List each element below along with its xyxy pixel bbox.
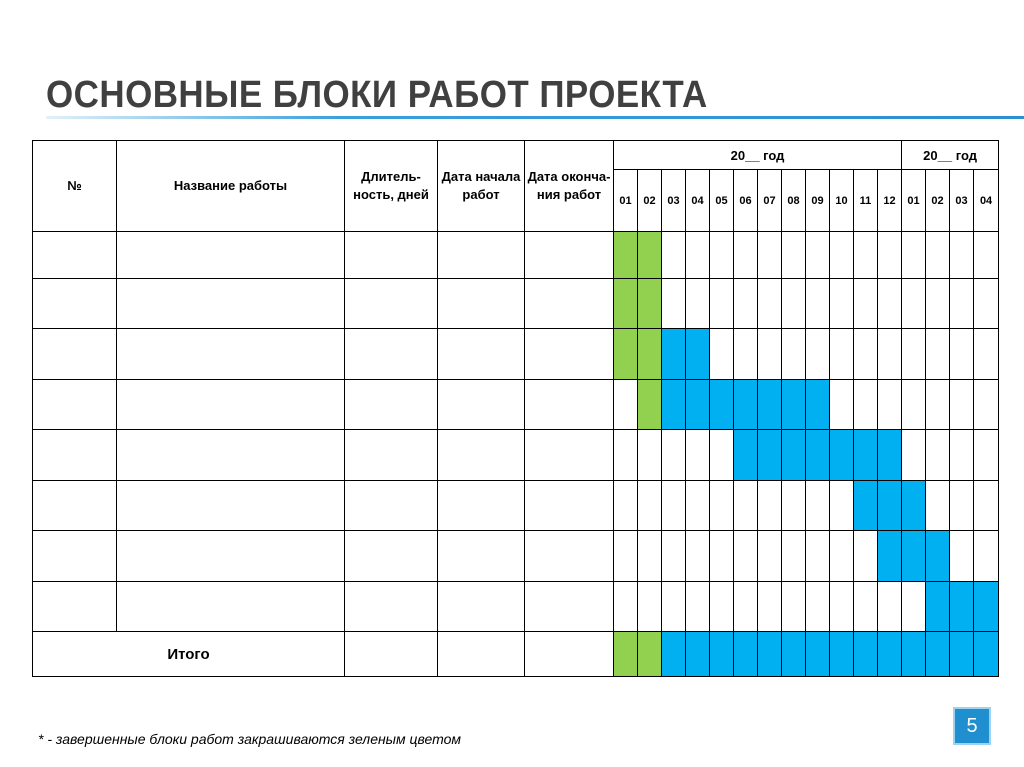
header-end-date: Дата оконча-ния работ — [525, 141, 614, 232]
gantt-cell — [902, 278, 926, 329]
gantt-cell — [686, 531, 710, 582]
gantt-cell — [662, 232, 686, 279]
header-month: 07 — [758, 170, 782, 232]
gantt-cell-planned — [686, 379, 710, 430]
gantt-cell-completed — [638, 632, 662, 677]
gantt-cell — [926, 278, 950, 329]
title-underline — [46, 116, 1024, 119]
task-name-cell[interactable] — [117, 379, 345, 430]
gantt-cell-planned — [686, 632, 710, 677]
number-cell[interactable] — [33, 232, 117, 279]
header-month: 02 — [926, 170, 950, 232]
gantt-cell-planned — [830, 632, 854, 677]
header-month: 08 — [782, 170, 806, 232]
gantt-cell — [950, 278, 974, 329]
task-name-cell[interactable] — [117, 329, 345, 380]
gantt-cell — [878, 232, 902, 279]
gantt-cell-planned — [926, 581, 950, 632]
gantt-cell — [902, 430, 926, 481]
gantt-cell-planned — [758, 379, 782, 430]
gantt-cell — [758, 232, 782, 279]
gantt-cell — [662, 278, 686, 329]
gantt-cell — [758, 329, 782, 380]
gantt-cell-planned — [734, 632, 758, 677]
header-duration: Длитель-ность, дней — [345, 141, 438, 232]
gantt-cell — [974, 430, 999, 481]
table-row — [33, 531, 999, 582]
duration-cell[interactable] — [345, 581, 438, 632]
gantt-cell-planned — [734, 430, 758, 481]
gantt-cell-planned — [758, 430, 782, 481]
gantt-cell — [686, 430, 710, 481]
gantt-cell — [974, 278, 999, 329]
gantt-cell-planned — [878, 480, 902, 531]
gantt-cell — [734, 278, 758, 329]
gantt-cell-planned — [710, 632, 734, 677]
gantt-cell — [830, 531, 854, 582]
gantt-cell — [974, 531, 999, 582]
gantt-cell — [806, 581, 830, 632]
gantt-table — [32, 140, 999, 677]
gantt-cell-completed — [638, 329, 662, 380]
gantt-cell-planned — [734, 379, 758, 430]
gantt-cell — [662, 430, 686, 481]
gantt-cell-completed — [638, 278, 662, 329]
header-year-1: 20__ год — [614, 141, 902, 170]
table-row — [33, 581, 999, 632]
gantt-cell — [974, 232, 999, 279]
gantt-cell — [782, 480, 806, 531]
gantt-cell — [926, 329, 950, 380]
gantt-cell-planned — [878, 531, 902, 582]
gantt-cell-planned — [902, 480, 926, 531]
gantt-cell — [926, 232, 950, 279]
number-cell[interactable] — [33, 329, 117, 380]
gantt-cell — [758, 480, 782, 531]
gantt-cell-planned — [782, 430, 806, 481]
table-row — [33, 329, 999, 380]
total-row — [33, 632, 999, 677]
header-start-date: Дата начала работ — [438, 141, 525, 232]
header-month: 03 — [662, 170, 686, 232]
gantt-cell — [830, 379, 854, 430]
start-date-cell[interactable] — [438, 531, 525, 582]
gantt-cell — [806, 232, 830, 279]
gantt-cell — [926, 480, 950, 531]
gantt-cell — [974, 379, 999, 430]
gantt-cell — [662, 581, 686, 632]
gantt-cell — [710, 329, 734, 380]
header-month: 01 — [902, 170, 926, 232]
header-number: № — [33, 141, 117, 232]
gantt-cell-completed — [638, 379, 662, 430]
gantt-cell-completed — [614, 632, 638, 677]
table-row — [33, 232, 999, 279]
number-cell[interactable] — [33, 278, 117, 329]
duration-cell[interactable] — [345, 232, 438, 279]
slide-title: ОСНОВНЫЕ БЛОКИ РАБОТ ПРОЕКТА — [46, 74, 708, 116]
gantt-cell-planned — [782, 632, 806, 677]
duration-cell[interactable] — [345, 531, 438, 582]
gantt-cell-planned — [878, 632, 902, 677]
gantt-cell-planned — [926, 531, 950, 582]
table-row — [33, 480, 999, 531]
end-date-cell[interactable] — [525, 232, 614, 279]
gantt-cell — [950, 329, 974, 380]
gantt-cell — [614, 480, 638, 531]
gantt-cell-planned — [782, 379, 806, 430]
end-date-cell[interactable] — [525, 430, 614, 481]
gantt-cell — [686, 581, 710, 632]
gantt-cell-planned — [806, 379, 830, 430]
number-cell[interactable] — [33, 531, 117, 582]
gantt-cell — [782, 232, 806, 279]
header-month: 12 — [878, 170, 902, 232]
gantt-cell-planned — [974, 632, 999, 677]
header-month: 01 — [614, 170, 638, 232]
gantt-cell — [734, 329, 758, 380]
gantt-cell — [806, 278, 830, 329]
duration-cell[interactable] — [345, 430, 438, 481]
gantt-cell-planned — [854, 632, 878, 677]
start-date-cell[interactable] — [438, 581, 525, 632]
gantt-cell — [782, 278, 806, 329]
number-cell[interactable] — [33, 581, 117, 632]
gantt-cell — [878, 379, 902, 430]
gantt-cell — [950, 480, 974, 531]
gantt-cell-planned — [878, 430, 902, 481]
end-date-cell[interactable] — [525, 329, 614, 380]
end-date-cell[interactable] — [525, 581, 614, 632]
duration-cell[interactable] — [345, 480, 438, 531]
table-row — [33, 430, 999, 481]
gantt-cell-planned — [806, 632, 830, 677]
gantt-cell — [902, 329, 926, 380]
header-month: 05 — [710, 170, 734, 232]
gantt-cell — [854, 278, 878, 329]
task-name-cell[interactable] — [117, 581, 345, 632]
gantt-cell — [614, 581, 638, 632]
gantt-cell — [662, 480, 686, 531]
gantt-cell — [710, 278, 734, 329]
gantt-cell — [830, 581, 854, 632]
gantt-cell — [734, 232, 758, 279]
page-number-badge: 5 — [953, 707, 991, 745]
gantt-cell — [806, 531, 830, 582]
gantt-cell — [638, 480, 662, 531]
gantt-cell — [830, 232, 854, 279]
end-date-cell[interactable] — [525, 531, 614, 582]
gantt-cell — [710, 531, 734, 582]
header-month: 09 — [806, 170, 830, 232]
gantt-cell — [854, 531, 878, 582]
start-date-cell[interactable] — [438, 480, 525, 531]
gantt-cell — [926, 379, 950, 430]
gantt-cell — [830, 480, 854, 531]
gantt-cell — [758, 278, 782, 329]
gantt-cell-planned — [854, 430, 878, 481]
gantt-cell — [638, 531, 662, 582]
header-year-2: 20__ год — [902, 141, 999, 170]
gantt-cell — [782, 531, 806, 582]
gantt-cell-planned — [974, 581, 999, 632]
gantt-cell-planned — [854, 480, 878, 531]
gantt-cell — [734, 480, 758, 531]
gantt-cell-planned — [662, 632, 686, 677]
gantt-cell-planned — [686, 329, 710, 380]
gantt-cell — [710, 430, 734, 481]
header-month: 10 — [830, 170, 854, 232]
gantt-cell — [974, 480, 999, 531]
gantt-cell — [734, 531, 758, 582]
gantt-cell — [614, 430, 638, 481]
total-end-cell[interactable] — [525, 632, 614, 677]
task-name-cell[interactable] — [117, 278, 345, 329]
gantt-cell-completed — [614, 232, 638, 279]
gantt-cell — [950, 531, 974, 582]
gantt-cell — [878, 581, 902, 632]
start-date-cell[interactable] — [438, 379, 525, 430]
gantt-cell — [974, 329, 999, 380]
total-label: Итого — [33, 632, 345, 677]
gantt-cell — [638, 581, 662, 632]
end-date-cell[interactable] — [525, 480, 614, 531]
number-cell[interactable] — [33, 430, 117, 481]
task-name-cell[interactable] — [117, 430, 345, 481]
gantt-cell-planned — [710, 379, 734, 430]
gantt-cell — [686, 278, 710, 329]
gantt-cell-planned — [950, 581, 974, 632]
start-date-cell[interactable] — [438, 232, 525, 279]
header-task-name: Название работы — [117, 141, 345, 232]
gantt-cell — [638, 430, 662, 481]
gantt-cell — [830, 278, 854, 329]
gantt-cell — [782, 329, 806, 380]
header-month: 02 — [638, 170, 662, 232]
start-date-cell[interactable] — [438, 329, 525, 380]
header-month: 04 — [686, 170, 710, 232]
gantt-cell — [878, 329, 902, 380]
gantt-cell — [902, 379, 926, 430]
gantt-cell — [782, 581, 806, 632]
gantt-cell — [758, 531, 782, 582]
gantt-cell — [950, 430, 974, 481]
header-month: 04 — [974, 170, 999, 232]
gantt-cell — [806, 480, 830, 531]
gantt-cell — [662, 531, 686, 582]
task-name-cell[interactable] — [117, 232, 345, 279]
header-month: 06 — [734, 170, 758, 232]
gantt-cell — [902, 581, 926, 632]
header-month: 03 — [950, 170, 974, 232]
gantt-cell-completed — [614, 329, 638, 380]
number-cell[interactable] — [33, 379, 117, 430]
gantt-cell — [950, 232, 974, 279]
footnote: * - завершенные блоки работ закрашиваются зеленым цветом — [38, 731, 461, 747]
start-date-cell[interactable] — [438, 278, 525, 329]
header-month: 11 — [854, 170, 878, 232]
gantt-cell — [614, 531, 638, 582]
gantt-cell — [854, 581, 878, 632]
total-duration-cell[interactable] — [345, 632, 438, 677]
gantt-cell — [878, 278, 902, 329]
gantt-cell-planned — [902, 531, 926, 582]
table-row — [33, 278, 999, 329]
gantt-cell-planned — [950, 632, 974, 677]
gantt-cell — [806, 329, 830, 380]
gantt-cell-completed — [638, 232, 662, 279]
gantt-cell — [758, 581, 782, 632]
gantt-cell — [710, 480, 734, 531]
gantt-cell — [854, 379, 878, 430]
gantt-cell-planned — [902, 632, 926, 677]
gantt-cell-planned — [662, 329, 686, 380]
duration-cell[interactable] — [345, 278, 438, 329]
task-name-cell[interactable] — [117, 531, 345, 582]
number-cell[interactable] — [33, 480, 117, 531]
duration-cell[interactable] — [345, 329, 438, 380]
task-name-cell[interactable] — [117, 480, 345, 531]
gantt-cell — [950, 379, 974, 430]
total-start-cell[interactable] — [438, 632, 525, 677]
gantt-cell — [710, 581, 734, 632]
gantt-cell — [854, 329, 878, 380]
gantt-cell-planned — [758, 632, 782, 677]
gantt-cell — [926, 430, 950, 481]
gantt-cell — [710, 232, 734, 279]
gantt-cell-planned — [662, 379, 686, 430]
gantt-cell — [902, 232, 926, 279]
gantt-cell-planned — [830, 430, 854, 481]
gantt-cell — [830, 329, 854, 380]
gantt-cell-planned — [926, 632, 950, 677]
gantt-cell — [686, 480, 710, 531]
table-row — [33, 379, 999, 430]
gantt-cell — [614, 379, 638, 430]
start-date-cell[interactable] — [438, 430, 525, 481]
gantt-cell — [734, 581, 758, 632]
gantt-cell-planned — [806, 430, 830, 481]
gantt-cell — [686, 232, 710, 279]
duration-cell[interactable] — [345, 379, 438, 430]
gantt-cell — [854, 232, 878, 279]
gantt-cell-completed — [614, 278, 638, 329]
end-date-cell[interactable] — [525, 278, 614, 329]
end-date-cell[interactable] — [525, 379, 614, 430]
